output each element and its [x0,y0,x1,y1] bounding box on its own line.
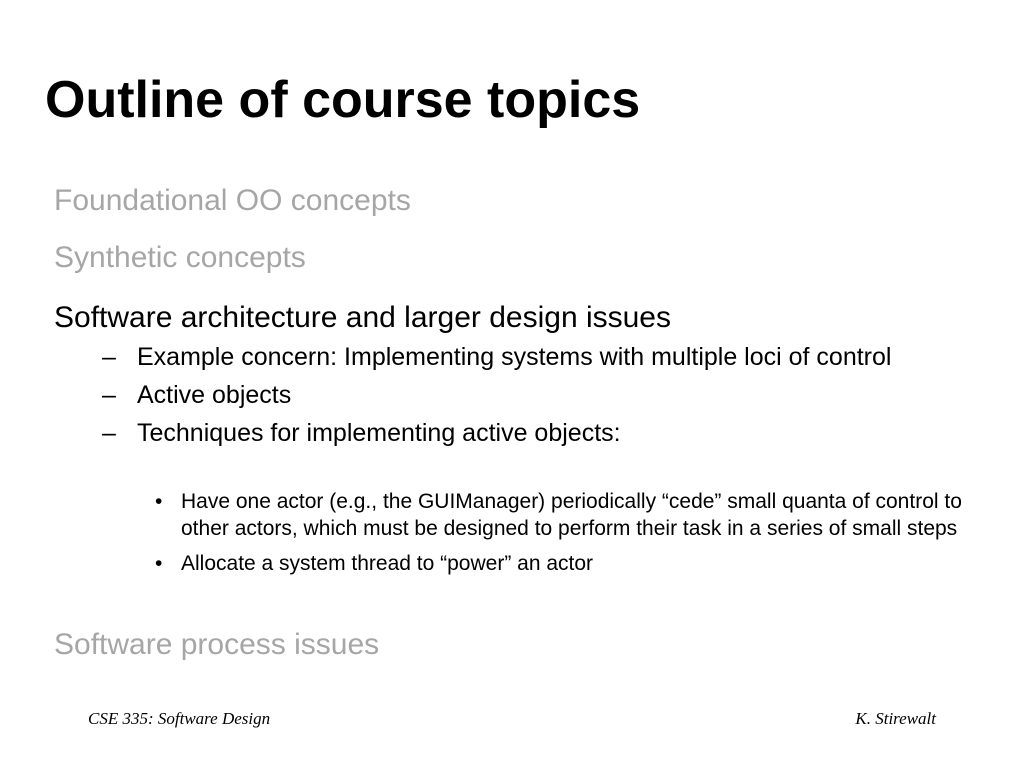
subtopic-text: Active objects [137,381,292,409]
subtopic-active-objects [102,380,922,411]
subtopic-list [102,342,922,449]
technique-list [155,488,965,585]
subtopic-example-concern [102,342,922,373]
slide-title: Outline of course topics [45,71,641,129]
topic-software-architecture: Software architecture and larger design issues [54,301,671,334]
bullet-marker: • [155,552,163,575]
bullet-marker: • [155,490,163,513]
dash-marker: – [102,381,116,409]
dash-marker: – [102,419,116,447]
technique-cede-control [155,488,965,542]
subtopic-techniques [102,418,922,449]
topic-synthetic-concepts: Synthetic concepts [54,241,306,274]
technique-text: Have one actor (e.g., the GUIManager) periodically “cede” small quanta of control to other actors, which must be designed to perform their task in a series of small steps [181,490,962,540]
topic-foundational-oo-concepts: Foundational OO concepts [54,184,411,217]
topic-software-process-issues: Software process issues [54,628,380,661]
subtopic-text: Example concern: Implementing systems with multiple loci of control [137,343,892,371]
footer-author: K. Stirewalt [855,709,936,728]
dash-marker: – [102,343,116,371]
subtopic-text: Techniques for implementing active objects: [137,419,621,447]
technique-text: Allocate a system thread to “power” an actor [181,552,594,575]
technique-system-thread [155,550,965,577]
footer-course: CSE 335: Software Design [88,709,271,728]
